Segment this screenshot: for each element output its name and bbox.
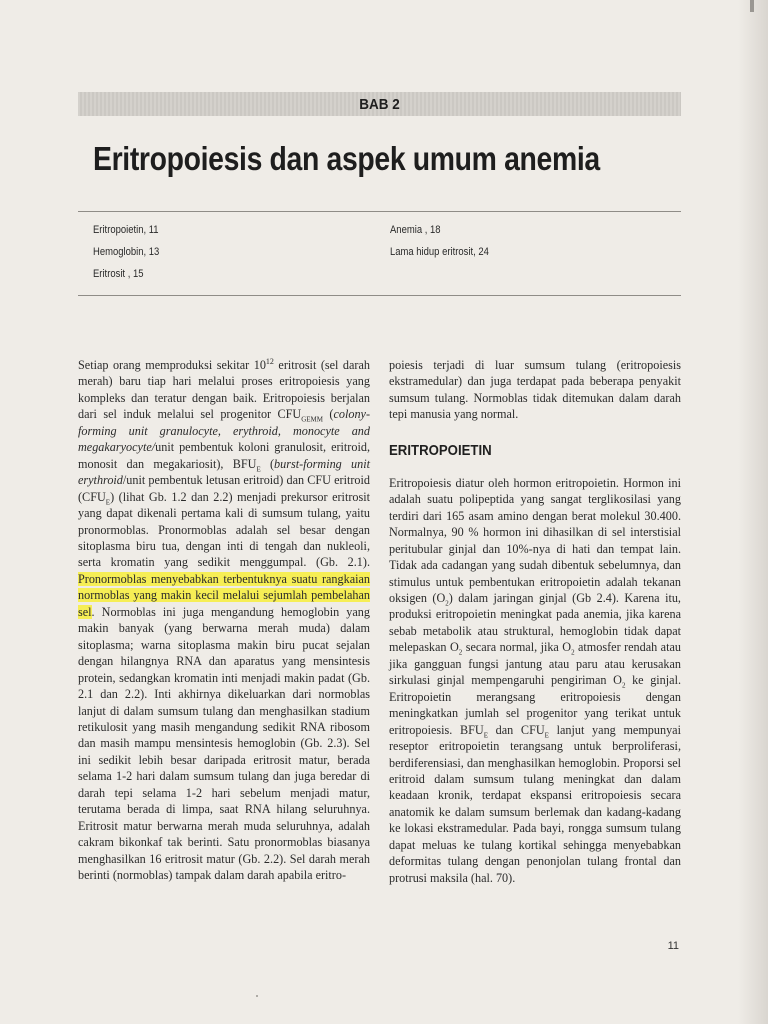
chapter-banner bbox=[78, 92, 681, 116]
section-heading: ERITROPOIETIN bbox=[389, 441, 492, 459]
toc-entry[interactable]: Eritrosit , 15 bbox=[93, 268, 144, 280]
body-paragraph: Eritropoiesis diatur oleh hormon eritropoietin. Hormon ini adalah suatu polipeptida yang sangat terglikosilasi yang terdiri dari 165 asam amino dengan berat molekul 30.400. Normalnya, 90 % hormon ini dihasilkan di sel interstisial peritubular ginjal dan 10%-nya di hati dan tempat lain. Tidak ada cadangan yang sudah dibentuk sebelumnya, dan stimulus untuk pembentukan eritropoietin adalah tekanan oksigen $(O_2)$ dalam jaringan ginjal (Gb 2.4). Karena itu, produksi eritropoietin meningkat pada anemia, jika karena sebab metabolik atau struktural, hemoglobin tidak dapat melepaskan $O_2$ secara normal, jika $O_2$ atmosfer rendah atau jika gangguan fungsi jantung atau paru atau kerusakan sirkulasi ginjal mempengaruhi pengiriman $O_2$ ke ginjal. Eritropoietin merangsang eritropoiesis dengan meningkatkan jumlah sel progenitor yang terikat untuk eritropoiesis. $BFU_E$ dan $CFU_E$ lanjut yang mempunyai reseptor eritropoietin terangsang untuk berproliferasi, berdiferensiasi, dan menghasilkan hemoglobin. Proporsi sel eritroid dalam sumsum tulang meningkat dan dalam keadaan kronik, terdapat ekspansi eritropoiesis secara anatomik ke dalam sumsum berlemak dan kadang-kadang ke lokasi ekstramedular. Pada bayi, rongga sumsum tulang dapat meluas ke tulang kortikal sehingga menyebabkan deformitas tulang dengan penonjolan tulang frontal dan protrusi maksila (hal. 70). bbox=[389, 475, 681, 885]
scan-edge-mark bbox=[750, 0, 754, 12]
highlighted-sentence: Pronormoblas menyebabkan terbentuknya suatu rangkaian normoblas yang makin kecil melalui sejumlah pembelahan sel bbox=[78, 571, 370, 619]
toc-right-column bbox=[390, 223, 505, 267]
toc-entry[interactable]: Hemoglobin, 13 bbox=[93, 246, 160, 258]
toc-entry[interactable]: Eritropoietin, 11 bbox=[93, 224, 159, 236]
toc-left-column bbox=[93, 223, 170, 289]
divider-top bbox=[78, 211, 681, 212]
text-column-left bbox=[78, 357, 370, 884]
page-edge-shadow bbox=[738, 0, 768, 1024]
divider-bottom bbox=[78, 295, 681, 296]
toc-entry[interactable]: Anemia , 18 bbox=[390, 224, 441, 236]
chapter-title: Eritropoiesis dan aspek umum anemia bbox=[93, 140, 600, 177]
body-paragraph: Setiap orang memproduksi sekitar $10^{12}$ eritrosit (sel darah merah) baru tiap hari melalui proses eritropoiesis yang kompleks dan teratur dengan baik. Eritropoiesis berjalan dari sel induk melalui sel progenitor $CFU_{GEMM}$ (colony-forming unit granulocyte, erythroid, monocyte and megakaryocyte/unit pembentuk koloni granulosit, eritroid, monosit dan megakariosit), $BFU_E$ (burst-forming unit erythroid/unit pembentuk letusan eritroid) dan CFU eritroid $(CFU_E)$ (lihat Gb. 1.2 dan 2.2) menjadi prekursor eritrosit yang dapat dikenali pertama kali di sumsum tulang, yaitu pronormoblas. Pronormoblas adalah sel besar dengan sitoplasma biru tua, dengan inti di tengah dan nukleoli, serta kromatin yang sedikit menggumpal. (Gb. 2.1). Pronormoblas menyebabkan terbentuknya suatu rangkaian normoblas yang makin kecil melalui sejumlah pembelahan sel. Normoblas ini juga mengandung hemoglobin yang makin banyak (yang berwarna merah muda) dalam sitoplasma; warna sitoplasma makin biru pucat sejalan dengan hilangnya RNA dan aparatus yang mensintesis protein, sedangkan kromatin inti menjadi makin padat (Gb. 2.1 dan 2.2). Inti akhirnya dikeluarkan dari normoblas lanjut di dalam sumsum tulang dan menghasilkan stadium retikulosit yang masih mengandung sedikit RNA ribosom dan masih mampu mensintesis hemoglobin (Gb. 2.3). Sel ini sedikit lebih besar daripada eritrosit matur, berada selama 1-2 hari dalam sumsum tulang dan juga beredar di darah tepi selama 1-2 hari sebelum menjadi matur, terutama berada di limpa, saat RNA hilang seluruhnya. Eritrosit matur berwarna merah muda seluruhnya, adalah cakram bikonkaf tak berinti. Satu pronormoblas biasanya menghasilkan 16 eritrosit matur (Gb. 2.2). Sel darah merah berinti (normoblas) tampak dalam darah apabila eritro- bbox=[78, 356, 371, 883]
scan-speck bbox=[256, 995, 258, 997]
body-paragraph: poiesis terjadi di luar sumsum tulang (eritropoiesis ekstramedular) dan juga terdapat pada beberapa penyakit sumsum tulang. Normoblas tidak ditemukan dalam darah tepi manusia yang normal. bbox=[389, 358, 681, 422]
page-number: 11 bbox=[667, 940, 679, 952]
toc-entry[interactable]: Lama hidup eritrosit, 24 bbox=[390, 246, 489, 258]
chapter-label: BAB 2 bbox=[359, 95, 400, 113]
text-column-right bbox=[389, 357, 681, 886]
